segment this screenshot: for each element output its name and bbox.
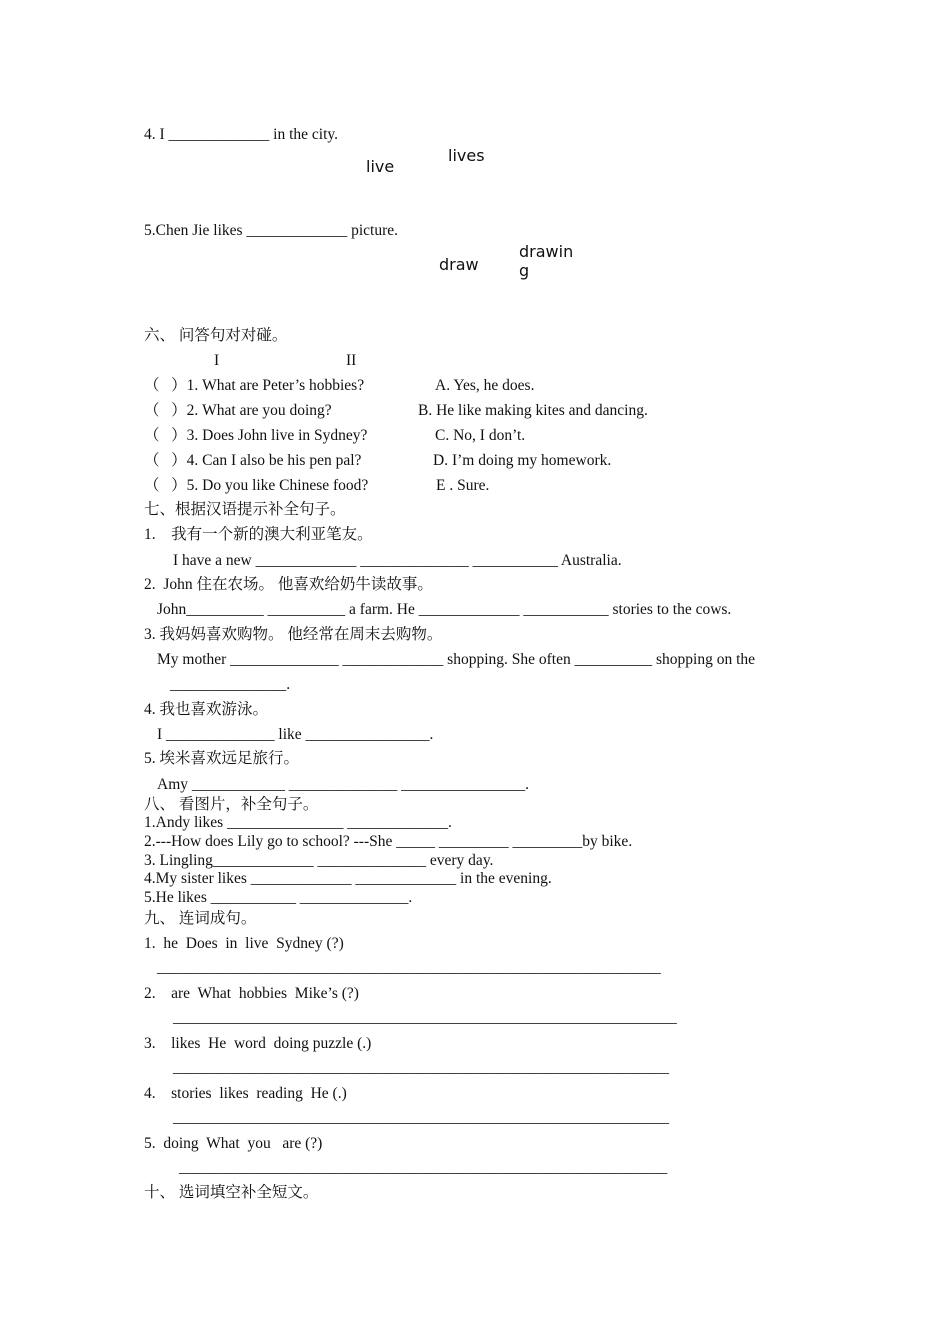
column-ii-label: II (346, 352, 357, 369)
section8-sentence: 3. Lingling_____________ ______________ every day. (144, 852, 494, 869)
section8-sentence: 5.He likes ___________ ______________. (144, 889, 413, 906)
scrambled-words: 1. he Does in live Sydney (?) (144, 935, 344, 952)
scrambled-words: 5. doing What you are (?) (144, 1135, 323, 1152)
section6-title: 六、 问答句对对碰。 (144, 327, 288, 344)
match-question: （ ）4. Can I also be his pen pal? (144, 452, 362, 469)
question-5: 5.Chen Jie likes _____________ picture. (144, 222, 398, 239)
section7-prompt: 4. 我也喜欢游泳。 (144, 701, 269, 718)
match-answer: C. No, I don’t. (435, 427, 526, 444)
section7-sentence-cont: _______________. (170, 676, 291, 693)
match-question: （ ）2. What are you doing? (144, 402, 332, 419)
scrambled-words: 2. are What hobbies Mike’s (?) (144, 985, 359, 1002)
answer-line: ________________________________________________________________ (173, 1109, 669, 1126)
option-drawing: drawing (519, 242, 574, 281)
answer-line: _________________________________________________________________ (157, 959, 661, 976)
section8-sentence: 2.---How does Lily go to school? ---She _____ _________ _________by bike. (144, 833, 633, 850)
section8-sentence: 1.Andy likes _______________ _____________. (144, 814, 452, 831)
section8-title: 八、 看图片，补全句子。 (144, 796, 319, 813)
match-question: （ ）3. Does John live in Sydney? (144, 427, 368, 444)
answer-line: _________________________________________________________________ (173, 1009, 677, 1026)
match-answer: E . Sure. (436, 477, 490, 494)
match-question: （ ）5. Do you like Chinese food? (144, 477, 369, 494)
section7-sentence: Amy ____________ ______________ ________________. (157, 776, 529, 793)
section7-sentence: I ______________ like ________________. (157, 726, 434, 743)
option-live: live (366, 157, 395, 176)
section10-title: 十、 选词填空补全短文。 (144, 1184, 319, 1201)
section7-prompt: 5. 埃米喜欢远足旅行。 (144, 750, 300, 767)
column-i-label: I (214, 352, 220, 369)
section7-prompt: 3. 我妈妈喜欢购物。 他经常在周末去购物。 (144, 626, 443, 643)
section9-title: 九、 连词成句。 (144, 910, 257, 927)
section7-sentence: John__________ __________ a farm. He _____________ ___________ stories to the cows. (157, 601, 732, 618)
match-answer: B. He like making kites and dancing. (418, 402, 648, 419)
section7-sentence: My mother ______________ _____________ shopping. She often __________ shopping on the (157, 651, 756, 668)
scrambled-words: 4. stories likes reading He (.) (144, 1085, 347, 1102)
answer-line: _______________________________________________________________ (179, 1159, 668, 1176)
scrambled-words: 3. likes He word doing puzzle (.) (144, 1035, 372, 1052)
option-draw: draw (439, 255, 479, 274)
section7-prompt: 2. John 住在农场。 他喜欢给奶牛读故事。 (144, 576, 433, 593)
answer-line: ________________________________________________________________ (173, 1059, 669, 1076)
section7-sentence: I have a new _____________ ______________ ___________ Australia. (173, 552, 622, 569)
question-4: 4. I _____________ in the city. (144, 126, 339, 143)
section7-prompt: 1. 我有一个新的澳大利亚笔友。 (144, 526, 373, 543)
match-answer: D. I’m doing my homework. (433, 452, 612, 469)
option-lives: lives (448, 146, 485, 165)
section7-title: 七、根据汉语提示补全句子。 (144, 501, 346, 518)
section8-sentence: 4.My sister likes _____________ _____________ in the evening. (144, 870, 552, 887)
match-question: （ ）1. What are Peter’s hobbies? (144, 377, 365, 394)
match-answer: A. Yes, he does. (435, 377, 535, 394)
